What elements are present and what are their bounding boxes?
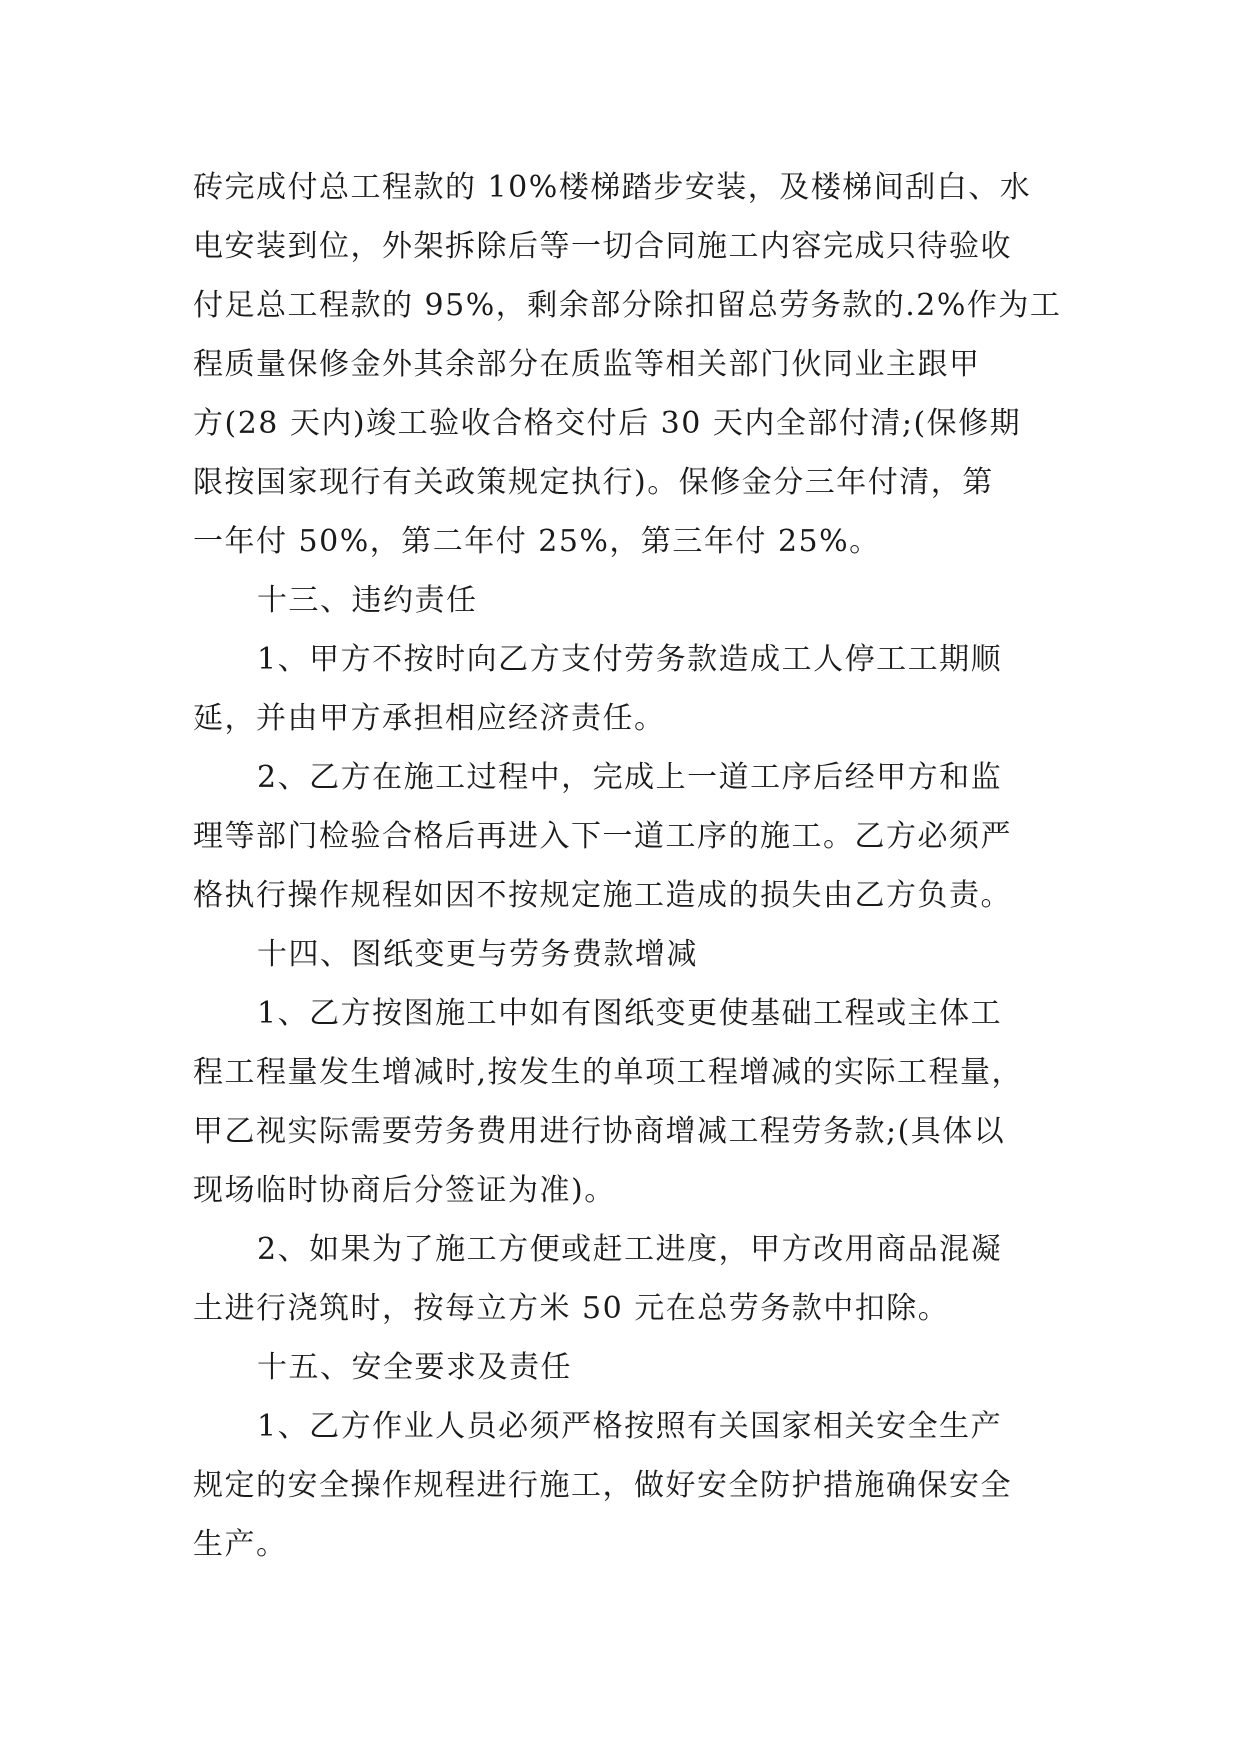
text-line: 1、乙方作业人员必须严格按照有关国家相关安全生产 bbox=[257, 1409, 1003, 1444]
text-line: 程质量保修金外其余部分在质监等相关部门伙同业主跟甲 bbox=[193, 347, 981, 382]
text-line: 程工程量发生增减时,按发生的单项工程增减的实际工程量， bbox=[193, 1055, 1024, 1090]
text-line: 1、乙方按图施工中如有图纸变更使基础工程或主体工 bbox=[257, 996, 1003, 1031]
text-line: 砖完成付总工程款的 10%楼梯踏步安装，及楼梯间刮白、水 bbox=[193, 170, 1032, 205]
text-line: 1、甲方不按时向乙方支付劳务款造成工人停工工期顺 bbox=[257, 642, 1003, 677]
text-line: 格执行操作规程如因不按规定施工造成的损失由乙方负责。 bbox=[193, 878, 1012, 913]
text-line: 规定的安全操作规程进行施工，做好安全防护措施确保安全 bbox=[193, 1468, 1012, 1503]
text-line: 生产。 bbox=[193, 1527, 288, 1562]
text-line: 限按国家现行有关政策规定执行)。保修金分三年付清，第 bbox=[193, 465, 994, 500]
text-line: 一年付 50%，第二年付 25%，第三年付 25%。 bbox=[193, 524, 881, 559]
text-line: 延，并由甲方承担相应经济责任。 bbox=[193, 701, 666, 736]
text-line: 土进行浇筑时，按每立方米 50 元在总劳务款中扣除。 bbox=[193, 1291, 950, 1326]
text-line: 方(28 天内)竣工验收合格交付后 30 天内全部付清;(保修期 bbox=[193, 406, 1022, 441]
text-line: 甲乙视实际需要劳务费用进行协商增减工程劳务款;(具体以 bbox=[193, 1114, 1006, 1149]
text-line: 理等部门检验合格后再进入下一道工序的施工。乙方必须严 bbox=[193, 819, 1012, 854]
text-line: 2、乙方在施工过程中，完成上一道工序后经甲方和监 bbox=[257, 760, 1003, 795]
document-body bbox=[193, 158, 1063, 1574]
section-heading: 十四、图纸变更与劳务费款增减 bbox=[257, 937, 698, 972]
text-line: 现场临时协商后分签证为准)。 bbox=[193, 1173, 616, 1208]
text-line: 2、如果为了施工方便或赶工进度，甲方改用商品混凝 bbox=[257, 1232, 1003, 1267]
text-line: 电安装到位，外架拆除后等一切合同施工内容完成只待验收 bbox=[193, 229, 1012, 264]
section-heading: 十五、安全要求及责任 bbox=[257, 1350, 572, 1385]
section-heading: 十三、违约责任 bbox=[257, 583, 478, 618]
text-line: 付足总工程款的 95%，剩余部分除扣留总劳务款的.2%作为工 bbox=[193, 288, 1062, 323]
